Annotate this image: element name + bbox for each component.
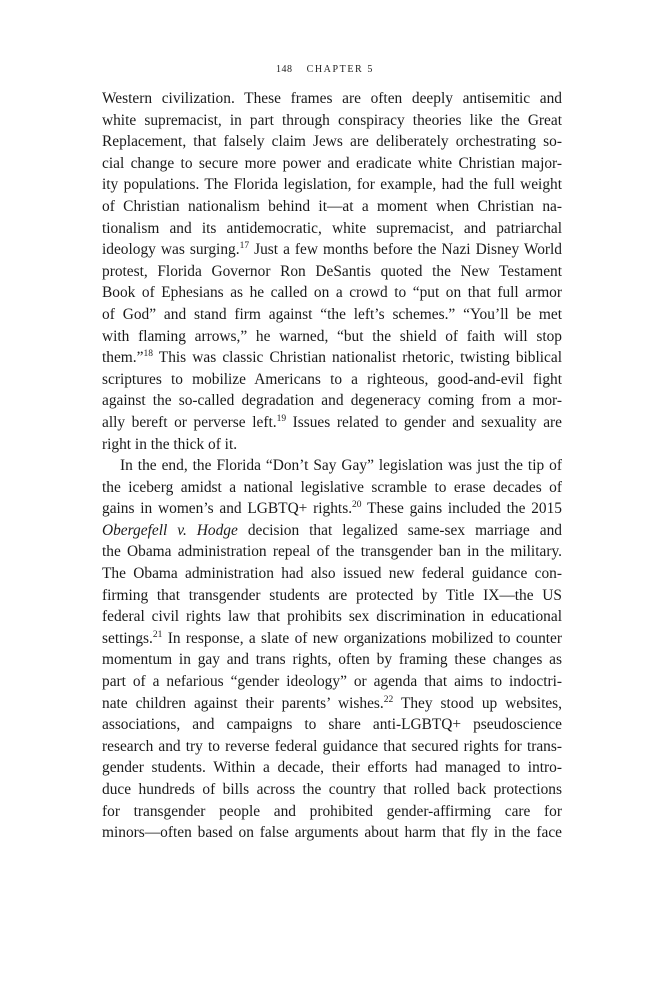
page-number: 148 [275, 64, 293, 75]
text-line: for transgender people and prohibited gender-affirming care for [102, 802, 562, 820]
footnote-ref: 22 [383, 694, 394, 705]
footnote-ref: 17 [239, 241, 250, 252]
body-text [102, 88, 562, 844]
text-line: them.”$^{18}$ This was classic Christian nationalist rhetoric, twisting biblical [102, 349, 562, 367]
text-line: minors—often based on false arguments about harm that fly in the face [102, 824, 562, 842]
text-line: The Obama administration had also issued new federal guidance con- [102, 565, 562, 583]
case-name: Obergefell v. Hodge [102, 521, 238, 539]
footnote-ref: 19 [276, 413, 287, 424]
text-line: momentum in gay and trans rights, often by framing these changes as [102, 651, 562, 669]
text-line: associations, and campaigns to share anti-LGBTQ+ pseudoscience [102, 716, 562, 734]
text-line: firming that transgender students are protected by Title IX—the US [102, 586, 562, 604]
text-line: of God” and stand firm against “the left’s schemes.” “You’ll be met [102, 305, 562, 323]
text-line: tionalism and its antidemocratic, white supremacist, and patriarchal [102, 219, 562, 237]
text-line: right in the thick of it. [102, 435, 238, 453]
text-line: Book of Ephesians as he called on a crowd to “put on that full armor [102, 284, 562, 302]
footnote-ref: 20 [352, 500, 362, 511]
text-line: duce hundreds of bills across the country that rolled back protections [102, 781, 562, 798]
text-line: gender students. Within a decade, their efforts had managed to intro- [102, 759, 562, 777]
text-line: the Obama administration repeal of the transgender ban in the military. [102, 543, 562, 561]
footnote-ref: 18 [143, 349, 153, 360]
text-line: Western civilization. These frames are often deeply antisemitic and [102, 90, 562, 107]
text-line: nate children against their parents’ wishes.$^{22}$ They stood up websites, [102, 694, 563, 712]
running-head [0, 64, 650, 75]
text-line: the iceberg amidst a national legislative scramble to erase decades of [102, 478, 562, 496]
text-line: part of a nefarious “gender ideology” or agenda that aims to indoctri- [102, 673, 562, 691]
text-line: settings.$^{21}$ In response, a slate of new organizations mobilized to counter [102, 629, 562, 647]
footnote-ref: 21 [152, 629, 163, 640]
text-line: white supremacist, in part through conspiracy theories like the Great [102, 111, 562, 129]
text-line: protest, Florida Governor Ron DeSantis quoted the New Testament [102, 262, 562, 280]
text-line: scriptures to mobilize Americans to a righteous, good-and-evil fight [102, 370, 562, 388]
text-line: gains in women’s and LGBTQ+ rights.$^{20}$ These gains included the 2015 [102, 500, 562, 518]
text-line: In the end, the Florida “Don’t Say Gay” legislation was just the tip of [120, 457, 562, 475]
text-line: federal civil rights law that prohibits sex discrimination in educational [102, 608, 562, 626]
text-line: ideology was surging.$^{17}$ Just a few months before the Nazi Disney World [102, 241, 562, 259]
text-line: ity populations. The Florida legislation, for example, had the full weight [102, 176, 562, 194]
text-line: cial change to secure more power and eradicate white Christian major- [102, 154, 562, 172]
text-line: with flaming arrows,” he warned, “but the shield of faith will stop [102, 327, 562, 345]
text-line: of Christian nationalism behind it—at a moment when Christian na- [102, 197, 562, 215]
text-line: against the so-called degradation and degeneracy coming from a mor- [102, 392, 562, 410]
text-line: research and try to reverse federal guidance that secured rights for trans- [102, 737, 562, 755]
chapter-label: CHAPTER 5 [306, 64, 375, 75]
text-line: Replacement, that falsely claim Jews are deliberately orchestrating so- [102, 133, 562, 151]
text-line: ally bereft or perverse left.$^{19}$ Issues related to gender and sexuality are [102, 413, 562, 431]
text-line: Obergefell v. Hodge decision that legalized same-sex marriage and [102, 521, 562, 539]
